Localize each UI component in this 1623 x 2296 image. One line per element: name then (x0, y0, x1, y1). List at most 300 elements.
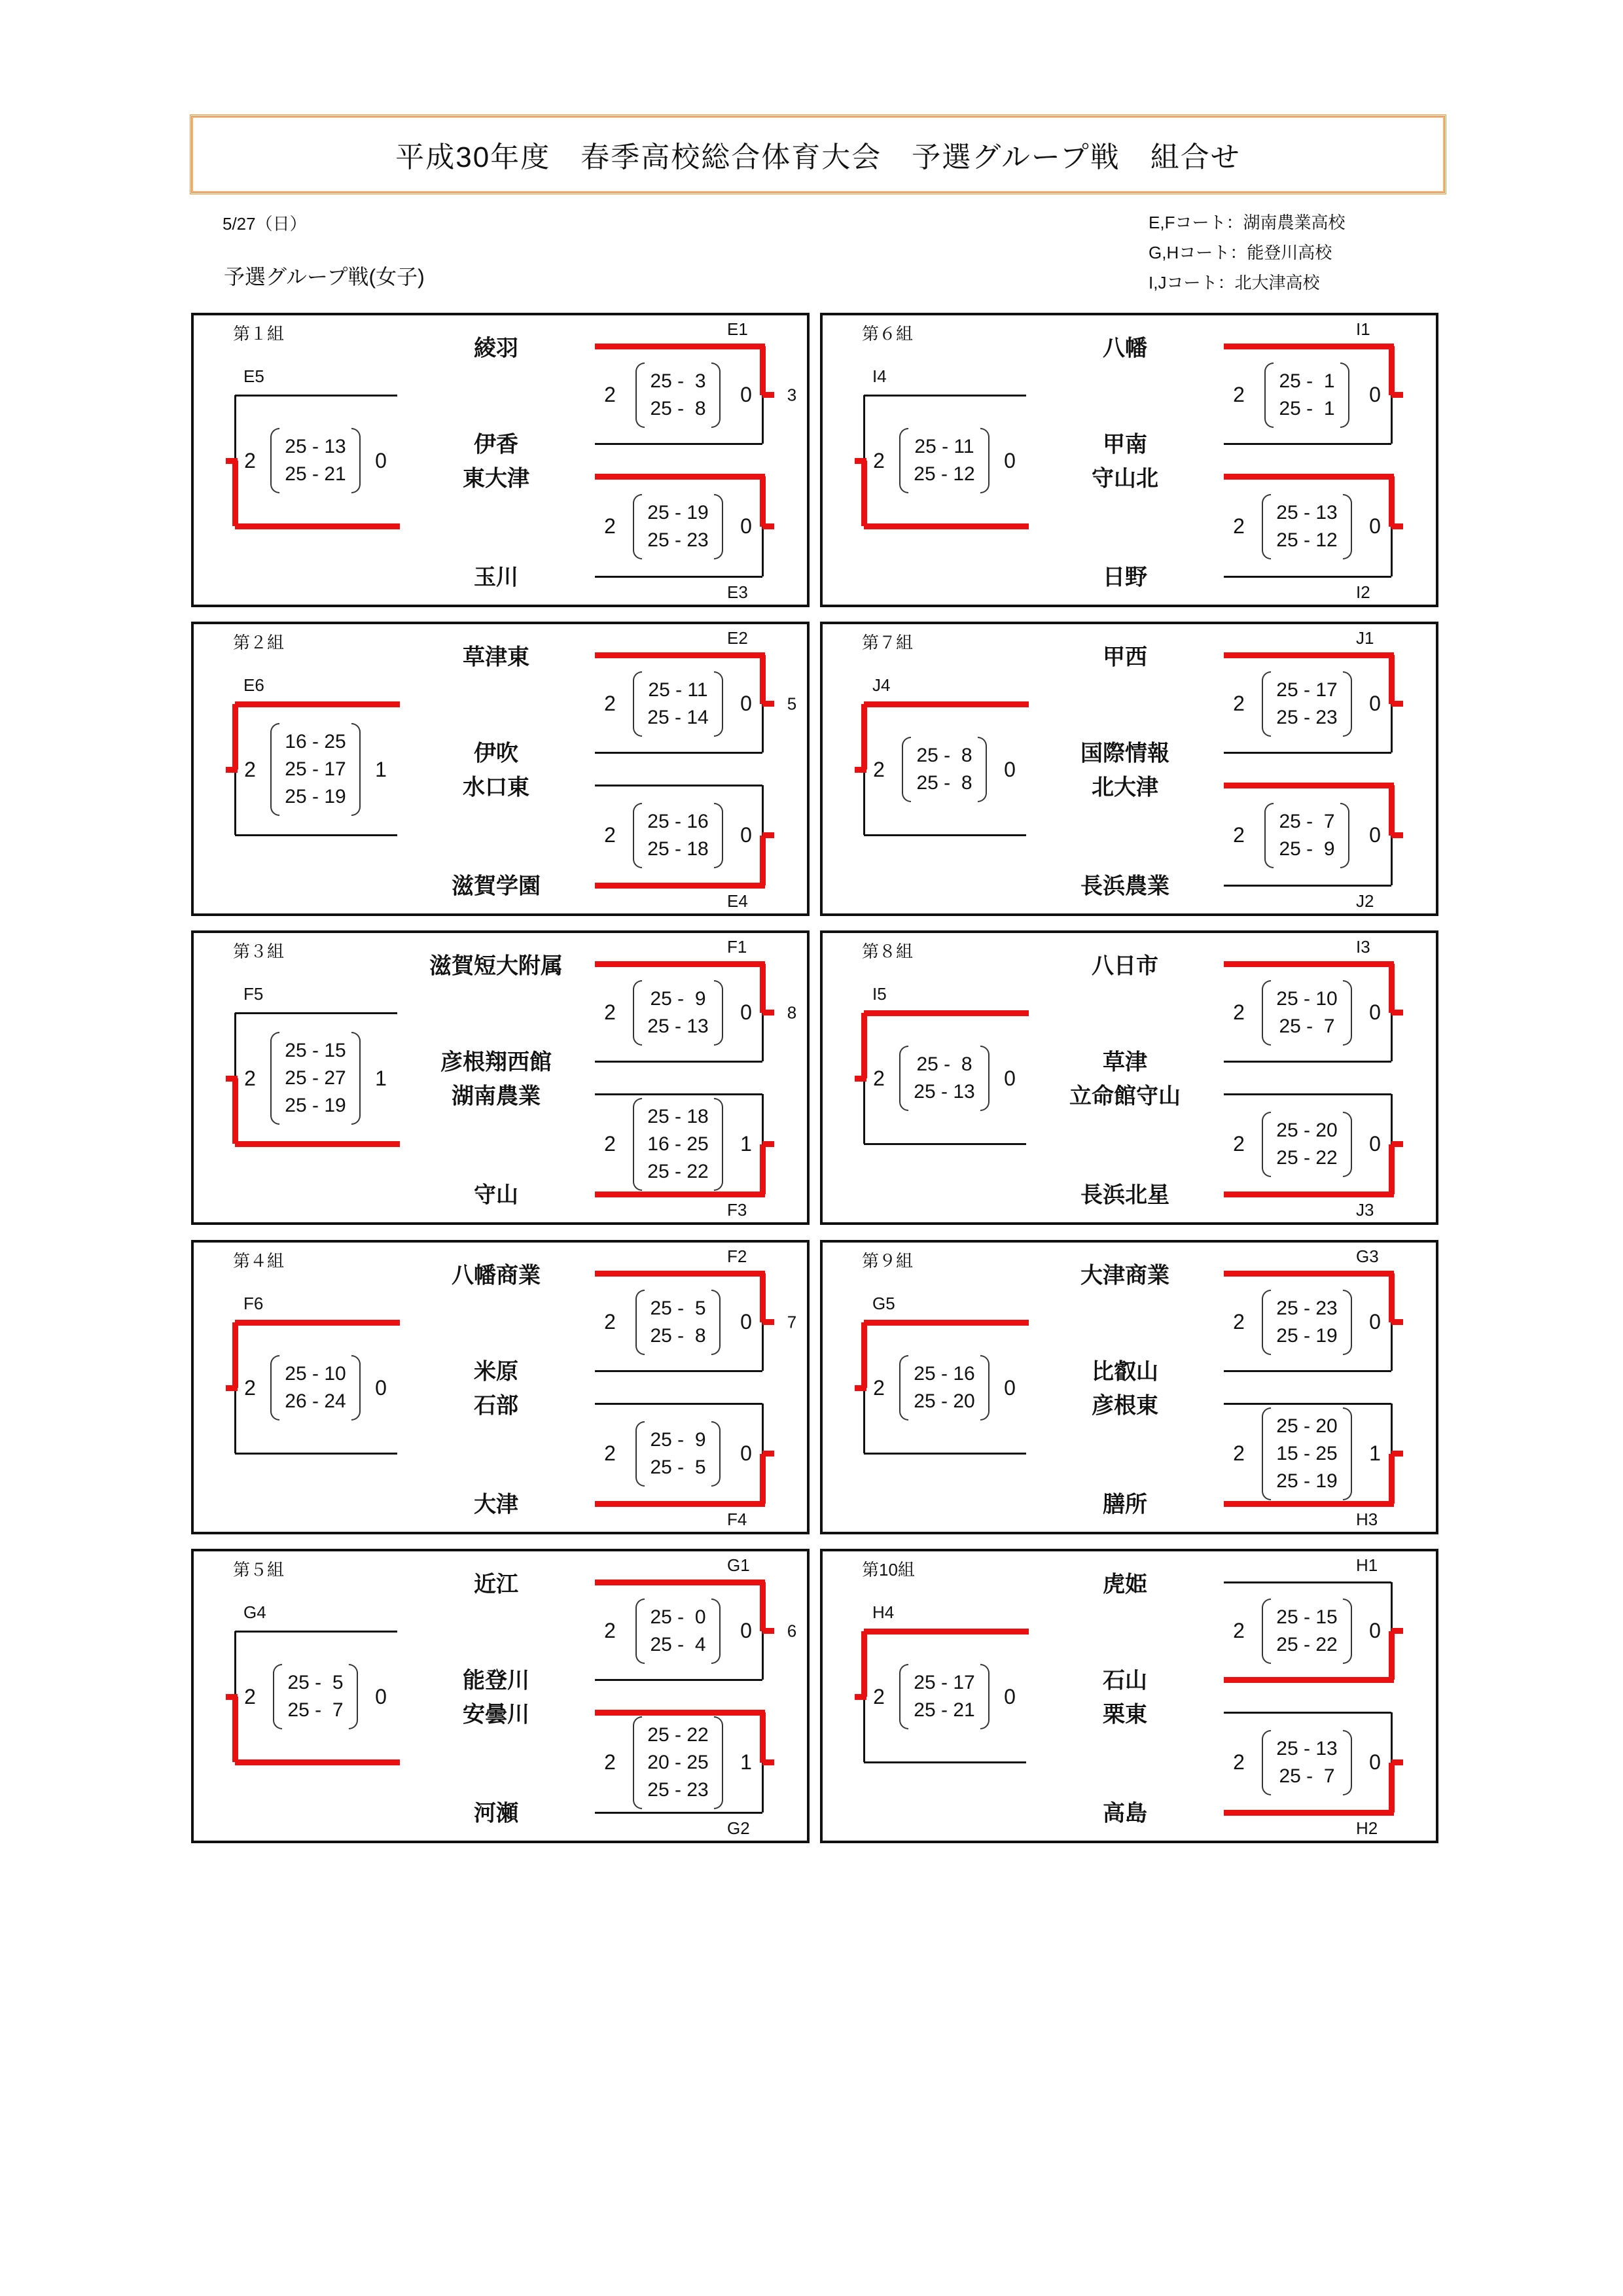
set-scores-group (270, 1355, 360, 1421)
right-bottom-match-bottom-line (595, 576, 762, 578)
set-score: 25 - 5 (650, 1297, 706, 1319)
team-name: 甲西 (1103, 645, 1147, 670)
open-brace (635, 1290, 645, 1355)
right-top-match-upper-vertical (1389, 346, 1395, 395)
right-top-match-upper-vertical (760, 346, 766, 395)
left-match-score (870, 1354, 1018, 1421)
sets-won-first: 2 (604, 1310, 616, 1333)
right-top-match-stub (762, 701, 774, 707)
top-match-code: F2 (727, 1246, 747, 1266)
right-bottom-match-lower-vertical (1389, 1454, 1395, 1504)
set-score: 25 - 17 (1276, 679, 1338, 701)
right-bottom-match-upper-vertical (762, 1404, 764, 1454)
set-scores (1276, 1604, 1337, 1659)
sets-won-first: 2 (604, 1750, 616, 1774)
close-brace (1343, 1112, 1352, 1177)
right-bottom-match-stub (762, 1141, 774, 1147)
group-box (820, 1240, 1438, 1534)
team-name: 河瀬 (474, 1801, 518, 1826)
right-bottom-match-bottom-line (1224, 885, 1391, 887)
right-top-match-upper-vertical (760, 1273, 766, 1322)
close-brace (351, 428, 361, 493)
right-top-match-upper-vertical (1391, 1582, 1393, 1631)
team-name: 米原 (474, 1359, 518, 1385)
sets-won-second: 0 (740, 514, 752, 538)
set-score: 16 - 25 (285, 731, 346, 752)
right-bottom-match-lower-vertical (760, 1454, 766, 1504)
set-scores (285, 1037, 346, 1120)
right-bottom-match-score (601, 1421, 755, 1487)
set-score: 25 - 13 (285, 436, 346, 457)
left-match-score (241, 1663, 389, 1730)
sets-won-first: 2 (1233, 692, 1245, 715)
sets-won-second: 0 (740, 1619, 752, 1642)
close-brace (1343, 671, 1352, 737)
right-bottom-match-lower-vertical (1391, 836, 1393, 886)
close-brace (714, 980, 723, 1046)
left-match-top-line (864, 1629, 1029, 1634)
right-top-match-bottom-line (1224, 1370, 1391, 1372)
top-match-code: I3 (1356, 937, 1370, 957)
set-scores (647, 1103, 708, 1186)
right-bottom-match-upper-vertical (1389, 476, 1395, 527)
set-score: 25 - 7 (287, 1699, 344, 1721)
set-scores (1279, 808, 1334, 863)
right-top-match-lower-vertical (762, 1322, 764, 1371)
right-top-match-bottom-line (1224, 752, 1391, 754)
team-name: 滋賀学園 (452, 874, 541, 899)
left-match-upper-vertical (234, 1013, 236, 1078)
set-score: 25 - 11 (648, 679, 708, 701)
court-info-gh: G,Hコート：能登川高校 (1149, 243, 1332, 262)
set-scores (650, 1426, 705, 1481)
set-score: 25 - 8 (650, 1324, 706, 1347)
left-match-top-line (235, 701, 400, 707)
set-score: 25 - 13 (1276, 501, 1338, 523)
sets-won-second: 1 (375, 757, 387, 781)
set-scores (1276, 1295, 1337, 1350)
right-bottom-match-stub (1391, 523, 1403, 529)
left-match-top-line (235, 395, 397, 397)
set-score: 25 - 4 (650, 1633, 706, 1655)
set-scores (647, 1722, 708, 1804)
open-brace (1264, 362, 1274, 428)
sets-won-first: 2 (604, 823, 616, 847)
close-brace (980, 1046, 990, 1111)
right-top-match-upper-vertical (1389, 655, 1395, 704)
open-brace (635, 362, 645, 428)
open-brace (1262, 1730, 1271, 1795)
left-match-top-line (235, 1631, 397, 1633)
set-score: 25 - 12 (1276, 529, 1338, 551)
left-match-code: J4 (872, 675, 891, 695)
set-score: 25 - 5 (287, 1672, 344, 1693)
right-bottom-match-top-line (595, 474, 765, 480)
right-top-match-bottom-line (1224, 443, 1391, 445)
set-scores (914, 1360, 974, 1415)
right-bottom-match-bottom-line (1224, 1810, 1394, 1816)
set-scores-group (899, 1664, 989, 1729)
left-match-stub (855, 1694, 866, 1700)
team-name: 膳所 (1103, 1492, 1147, 1517)
set-scores-group (270, 428, 360, 493)
right-top-match-bottom-line (595, 1679, 762, 1681)
set-score: 25 - 14 (647, 706, 709, 728)
open-brace (635, 1421, 645, 1487)
close-brace (980, 1355, 990, 1421)
set-scores-group (1262, 1112, 1351, 1177)
right-top-match-score (1230, 362, 1383, 429)
left-match-upper-vertical (234, 1631, 236, 1697)
left-match-lower-vertical (863, 1078, 865, 1144)
set-scores (650, 1604, 705, 1659)
sets-won-first: 2 (1233, 514, 1245, 538)
set-score: 20 - 25 (647, 1751, 709, 1773)
right-bottom-match-top-line (595, 1710, 765, 1716)
open-brace (270, 1032, 279, 1125)
set-score: 25 - 10 (285, 1363, 346, 1385)
left-match-top-line (864, 1010, 1029, 1016)
set-score: 25 - 1 (1279, 397, 1335, 419)
set-scores-group (635, 1290, 720, 1355)
right-bottom-match-bottom-line (1224, 1192, 1394, 1197)
team-name: 綾羽 (474, 336, 518, 361)
group-box (820, 930, 1438, 1225)
set-score: 25 - 8 (916, 1053, 972, 1075)
right-top-match-top-line (595, 652, 765, 658)
set-scores (1276, 1735, 1337, 1790)
right-bottom-match-upper-vertical (762, 1094, 764, 1144)
close-brace (1343, 1407, 1352, 1500)
sets-won-second: 0 (740, 692, 752, 715)
set-score: 25 - 8 (916, 772, 972, 794)
set-scores (914, 433, 974, 488)
bottom-match-code: I2 (1356, 582, 1370, 602)
left-match-lower-vertical (232, 461, 238, 526)
right-bottom-match-top-line (1224, 1712, 1391, 1714)
sets-won-first: 2 (1233, 1000, 1245, 1024)
set-scores-group (633, 1716, 722, 1809)
close-brace (351, 1355, 361, 1421)
sets-won-second: 0 (740, 1000, 752, 1024)
set-score: 25 - 7 (1279, 810, 1335, 832)
set-scores (1276, 985, 1337, 1040)
group-label: 第１組 (233, 324, 285, 344)
set-score: 25 - 7 (1279, 1765, 1335, 1787)
sets-won-second: 0 (1004, 1684, 1016, 1708)
sets-won-first: 2 (604, 692, 616, 715)
section-title: 予選グループ戦(女子) (224, 265, 425, 289)
set-scores (1279, 368, 1334, 423)
set-scores (285, 1360, 346, 1415)
bottom-match-code: H2 (1356, 1818, 1378, 1838)
left-match-score (870, 736, 1018, 803)
sets-won-second: 1 (740, 1132, 752, 1156)
top-match-code: H1 (1356, 1555, 1378, 1575)
sets-won-first: 2 (244, 1684, 256, 1708)
group-box (191, 1240, 810, 1534)
bottom-match-code: E3 (727, 582, 748, 602)
right-top-match-top-line (1224, 344, 1394, 349)
set-score: 25 - 9 (1279, 838, 1335, 860)
set-score: 25 - 17 (285, 758, 346, 780)
group-label: 第６組 (862, 324, 914, 344)
close-brace (714, 671, 723, 737)
open-brace (273, 1664, 282, 1729)
sets-won-first: 2 (873, 448, 885, 472)
right-bottom-match-stub (762, 1451, 774, 1457)
left-match-lower-vertical (863, 1388, 865, 1453)
right-top-match-stub (762, 1628, 774, 1634)
sets-won-first: 2 (604, 1000, 616, 1024)
right-top-match-bottom-line (1224, 1061, 1391, 1063)
sets-won-second: 0 (740, 1441, 752, 1465)
set-scores-group (902, 737, 986, 802)
group-label: 第４組 (233, 1251, 285, 1271)
match-number: 5 (787, 694, 797, 714)
team-name: 甲南 (1103, 432, 1147, 457)
set-score: 25 - 13 (1276, 1737, 1338, 1759)
right-bottom-match-stub (1391, 832, 1403, 838)
set-scores (285, 728, 346, 811)
team-name: 伊香 (474, 432, 518, 457)
right-top-match-lower-vertical (762, 395, 764, 444)
right-bottom-match-bottom-line (1224, 1501, 1394, 1507)
open-brace (899, 1664, 908, 1729)
group-label: 第10組 (862, 1560, 915, 1580)
set-scores-group (633, 1098, 722, 1191)
left-match-upper-vertical (861, 1013, 867, 1078)
top-match-code: J1 (1356, 628, 1374, 648)
set-score: 25 - 21 (914, 1699, 975, 1721)
bottom-match-code: J3 (1356, 1200, 1374, 1220)
left-match-bottom-line (235, 834, 397, 836)
right-top-match-stub (1391, 701, 1403, 707)
close-brace (711, 1421, 721, 1487)
right-top-match-upper-vertical (760, 1582, 766, 1631)
set-scores-group (1262, 671, 1351, 737)
left-match-upper-vertical (232, 704, 238, 769)
group-label: 第３組 (233, 942, 285, 961)
team-name: 草津東 (463, 645, 529, 670)
right-top-match-lower-vertical (1389, 1631, 1395, 1680)
right-bottom-match-stub (762, 832, 774, 838)
match-number: 8 (787, 1002, 797, 1023)
left-match-score (870, 1663, 1018, 1730)
set-scores (1276, 677, 1337, 732)
set-scores-group (1264, 803, 1349, 868)
right-bottom-match-lower-vertical (1391, 527, 1393, 577)
sets-won-second: 0 (1369, 692, 1381, 715)
close-brace (1343, 1730, 1352, 1795)
left-match-stub (855, 767, 866, 773)
sets-won-first: 2 (604, 514, 616, 538)
close-brace (1340, 362, 1349, 428)
set-score: 25 - 27 (285, 1067, 346, 1089)
right-bottom-match-score (1230, 493, 1383, 560)
group-box (191, 1549, 810, 1843)
team-name: 能登川 (463, 1668, 529, 1693)
close-brace (1343, 494, 1352, 559)
open-brace (633, 1716, 642, 1809)
right-top-match-score (1230, 980, 1383, 1046)
set-score: 25 - 0 (650, 1606, 706, 1628)
set-score: 25 - 20 (1276, 1119, 1338, 1141)
left-match-bottom-line (864, 1453, 1026, 1455)
right-bottom-match-score (1230, 802, 1383, 869)
right-top-match-stub (762, 1010, 774, 1016)
left-match-lower-vertical (863, 1697, 865, 1762)
right-bottom-match-stub (1391, 1451, 1403, 1457)
set-scores-group (635, 1421, 720, 1487)
set-score: 25 - 3 (650, 370, 706, 392)
right-top-match-score (601, 362, 755, 429)
right-bottom-match-stub (1391, 1141, 1403, 1147)
open-brace (633, 803, 642, 868)
set-score: 25 - 22 (647, 1160, 709, 1182)
court-info-ij: I,Jコート：北大津高校 (1149, 273, 1320, 292)
group-box (820, 622, 1438, 916)
left-match-score (241, 427, 389, 494)
right-bottom-match-stub (1391, 1759, 1403, 1765)
left-match-bottom-line (235, 523, 400, 529)
team-name: 立命館守山 (1069, 1084, 1181, 1109)
right-top-match-bottom-line (595, 1061, 762, 1063)
team-name: 栗東 (1103, 1702, 1147, 1727)
set-scores (1276, 1117, 1337, 1172)
team-name: 水口東 (463, 775, 529, 800)
set-score: 25 - 19 (647, 501, 709, 523)
right-bottom-match-top-line (1224, 1093, 1391, 1095)
right-top-match-lower-vertical (1391, 704, 1393, 753)
team-name: 東大津 (463, 466, 529, 491)
set-scores-group (633, 803, 722, 868)
left-match-upper-vertical (861, 704, 867, 769)
right-top-match-lower-vertical (1391, 1322, 1393, 1371)
sets-won-first: 2 (604, 1441, 616, 1465)
right-top-match-bottom-line (595, 443, 762, 445)
right-bottom-match-lower-vertical (762, 527, 764, 577)
sets-won-first: 2 (244, 448, 256, 472)
sets-won-second: 0 (375, 1375, 387, 1400)
team-name: 大津 (474, 1492, 518, 1517)
team-name: 比叡山 (1092, 1359, 1158, 1385)
group-box (820, 1549, 1438, 1843)
left-match-stub (226, 767, 238, 773)
set-scores-group (273, 1664, 357, 1729)
left-match-lower-vertical (232, 1078, 238, 1144)
right-top-match-upper-vertical (1389, 964, 1395, 1013)
set-scores (914, 1669, 974, 1724)
right-bottom-match-bottom-line (595, 1192, 765, 1197)
set-scores-group (633, 980, 722, 1046)
right-top-match-lower-vertical (1391, 1013, 1393, 1062)
team-name: 近江 (474, 1572, 518, 1597)
right-bottom-match-top-line (595, 1403, 762, 1405)
left-match-stub (855, 1385, 866, 1391)
sets-won-first: 2 (1233, 1441, 1245, 1465)
set-scores (1276, 1413, 1337, 1495)
left-match-code: G5 (872, 1294, 895, 1313)
left-match-upper-vertical (234, 395, 236, 461)
right-bottom-match-lower-vertical (760, 1144, 766, 1195)
left-match-bottom-line (864, 1143, 1026, 1145)
set-scores-group (270, 723, 360, 816)
open-brace (633, 671, 642, 737)
right-top-match-bottom-line (1224, 1677, 1394, 1683)
left-match-code: E5 (243, 366, 264, 386)
set-score: 25 - 22 (1276, 1146, 1338, 1169)
close-brace (1343, 1598, 1352, 1664)
left-match-bottom-line (235, 1141, 400, 1147)
open-brace (633, 1098, 642, 1191)
set-score: 25 - 16 (647, 810, 709, 832)
page-title: 平成30年度 春季高校総合体育大会 予選グループ戦 組合せ (395, 141, 1241, 173)
sets-won-second: 0 (1369, 1000, 1381, 1024)
set-scores-group (635, 1598, 720, 1664)
team-name: 大津商業 (1080, 1263, 1169, 1288)
set-scores-group (899, 1355, 989, 1421)
date: 5/27（日） (223, 214, 307, 234)
sets-won-first: 2 (1233, 1132, 1245, 1156)
team-name: 滋賀短大附属 (429, 953, 563, 979)
set-score: 25 - 15 (285, 1040, 346, 1061)
team-name: 彦根東 (1092, 1393, 1158, 1419)
close-brace (349, 1664, 358, 1729)
right-bottom-match-lower-vertical (1389, 1144, 1395, 1195)
open-brace (1262, 1112, 1271, 1177)
right-bottom-match-score (601, 493, 755, 560)
open-brace (899, 1355, 908, 1421)
right-bottom-match-top-line (1224, 1403, 1391, 1405)
sets-won-second: 0 (1004, 757, 1016, 781)
right-top-match-lower-vertical (1391, 395, 1393, 444)
sets-won-second: 0 (740, 1310, 752, 1333)
sets-won-second: 0 (1004, 1066, 1016, 1090)
set-scores (647, 499, 708, 554)
close-brace (714, 803, 723, 868)
team-name: 国際情報 (1080, 741, 1169, 766)
right-top-match-top-line (595, 961, 765, 967)
team-name: 草津 (1103, 1050, 1147, 1075)
right-bottom-match-score (601, 802, 755, 869)
bottom-match-code: H3 (1356, 1510, 1378, 1529)
title-box (190, 115, 1446, 194)
team-name: 湖南農業 (452, 1084, 541, 1109)
court-info-ef: E,Fコート：湖南農業高校 (1149, 213, 1346, 232)
right-top-match-score (601, 671, 755, 737)
right-top-match-score (601, 1598, 755, 1665)
right-top-match-upper-vertical (760, 964, 766, 1013)
close-brace (711, 1598, 721, 1664)
sets-won-second: 1 (1369, 1441, 1381, 1465)
left-match-bottom-line (235, 1453, 397, 1455)
team-name: 八幡商業 (452, 1263, 541, 1288)
set-scores (914, 1051, 974, 1106)
left-match-stub (226, 1385, 238, 1391)
right-top-match-top-line (1224, 1581, 1391, 1583)
right-top-match-stub (762, 392, 774, 398)
set-score: 25 - 22 (1276, 1633, 1338, 1655)
open-brace (635, 1598, 645, 1664)
right-top-match-stub (1391, 392, 1403, 398)
open-brace (1262, 671, 1271, 737)
left-match-lower-vertical (234, 769, 236, 835)
left-match-top-line (864, 395, 1026, 397)
team-name: 石山 (1103, 1668, 1147, 1693)
group-label: 第５組 (233, 1560, 285, 1580)
left-match-upper-vertical (232, 1322, 238, 1388)
